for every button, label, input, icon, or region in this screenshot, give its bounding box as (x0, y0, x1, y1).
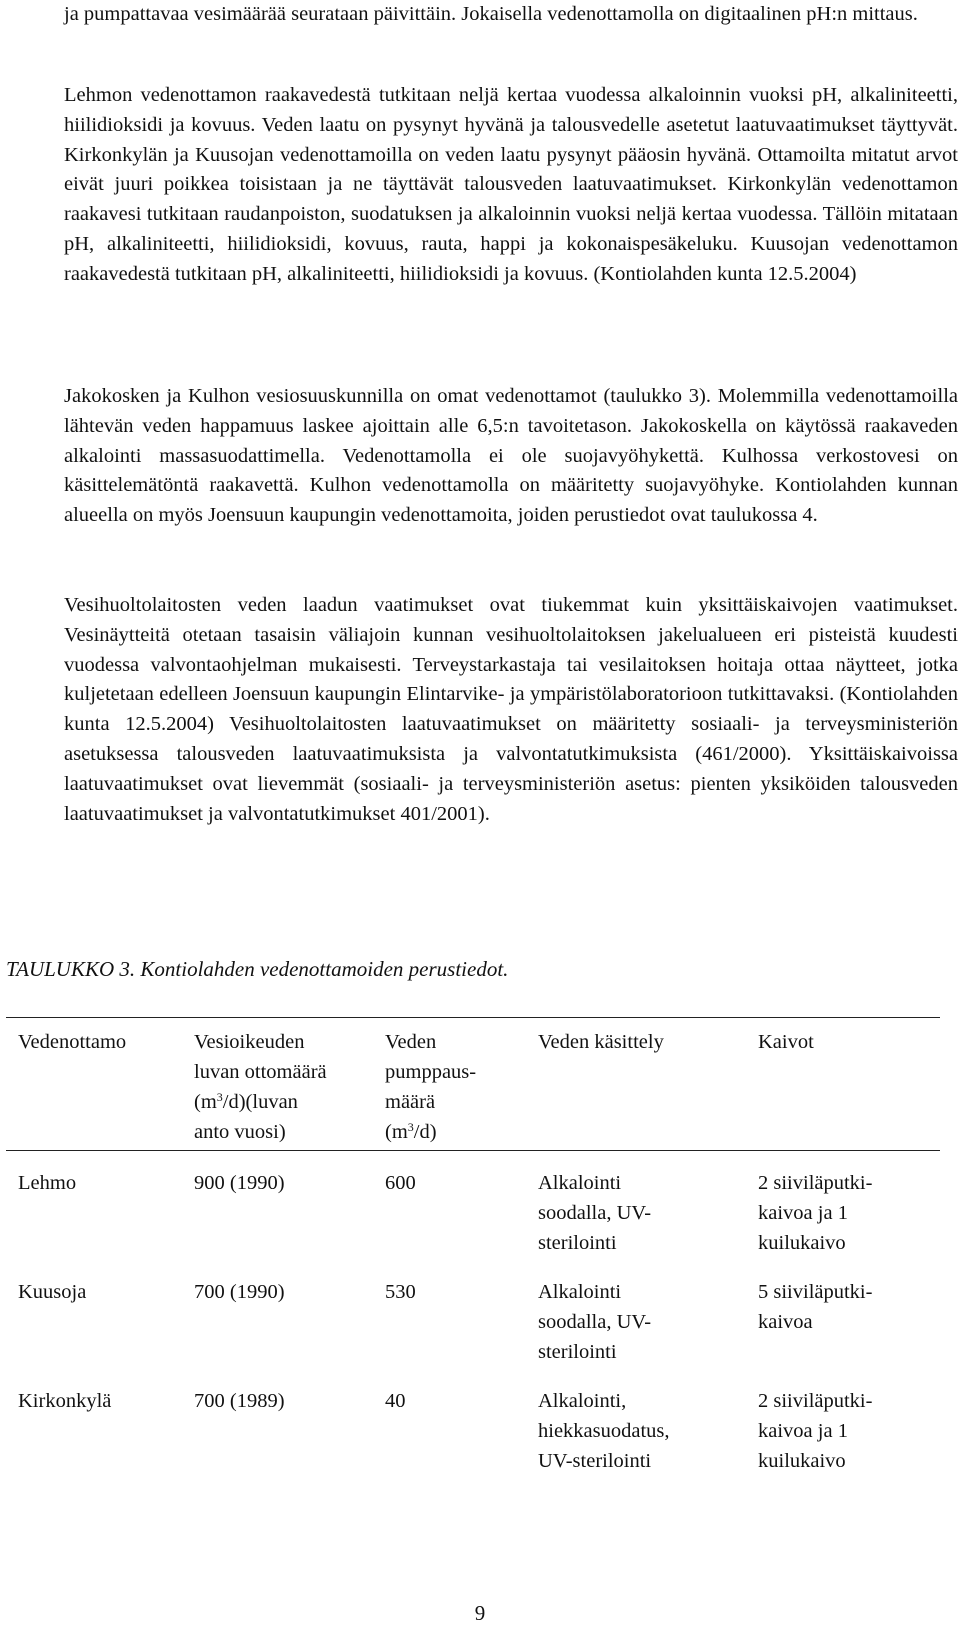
page-number: 9 (474, 1601, 486, 1625)
table-cell-lupa: 700 (1990) (194, 1281, 285, 1303)
table-cell-pumppaus: 530 (385, 1281, 416, 1303)
table-cell-pumppaus: 600 (385, 1172, 416, 1194)
table-cell-lupa: 900 (1990) (194, 1172, 285, 1194)
table-cell-kasittely: Alkalointi soodalla, UV- sterilointi (538, 1172, 652, 1254)
table-cell-vedenottamo: Kirkonkylä (18, 1390, 112, 1412)
paragraph-lehmo-quality: Lehmon vedenottamon raakavedestä tutkitaan neljä kertaa vuodessa alkaloinnin vuoksi pH, alkaliniteetti, hiilidioksidi ja kovuus. Veden laatu on pysynyt hyvänä ja talousvedelle asetetut laatuvaatimukset täyttyvät. Kirkonkylän ja Kuusojan vedenottamoilla on veden laatu pysynyt pääosin hyvänä. Ottamoilta mitatut arvot eivät juuri poikkea toisistaan ja ne täyttävät talousveden laatuvaatimukset. Kirkonkylän vedenottamon raakavesi tutkitaan raudanpoiston, suodatuksen ja alkaloinnin vuoksi neljä kertaa vuodessa. Tällöin mitataan pH, alkaliniteetti, hiilidioksidi, kovuus, rauta, happi ja kokonaispesäkeluku. Kuusojan vedenottamon raakavedestä tutkitaan pH, alkaliniteetti, hiilidioksidi ja kovuus. (Kontiolahden kunta 12.5.2004) (64, 84, 958, 285)
paragraph-ph-measurement: ja pumpattavaa vesimäärää seurataan päivittäin. Jokaisella vedenottamolla on digitaalinen pH:n mittaus. (64, 3, 918, 25)
table-cell-kaivot: 2 siiviläputki- kaivoa ja 1 kuilukaivo (758, 1390, 873, 1472)
table-cell-kaivot: 5 siiviläputki- kaivoa (758, 1281, 873, 1333)
table-top-rule (6, 1017, 940, 1018)
table-cell-vedenottamo: Lehmo (18, 1172, 77, 1194)
header-vedenottamo: Vedenottamo (18, 1031, 127, 1053)
header-kaivot: Kaivot (758, 1031, 814, 1053)
table-cell-vedenottamo: Kuusoja (18, 1281, 87, 1303)
header-luvan-ottomaara: Vesioikeuden luvan ottomäärä $(m^3/d)(luvan$ anto vuosi) (194, 1031, 327, 1143)
table-cell-lupa: 700 (1989) (194, 1390, 285, 1412)
table-header-rule (6, 1150, 940, 1151)
table-cell-pumppaus: 40 (385, 1390, 406, 1412)
table-cell-kasittely: Alkalointi soodalla, UV- sterilointi (538, 1281, 652, 1363)
paragraph-cooperatives: Jakokosken ja Kulhon vesiosuuskunnilla on omat vedenottamot (taulukko 3). Molemmilla vedenottamoilla lähtevän veden happamuus laskee ajoittain alle 6,5:n tavoitetason. Jakokoskella on käytössä raakaveden alkalointi massasuodattimella. Vedenottamolla ei ole suojavyöhykettä. Kulhossa verkostovesi on käsittelemätöntä raakavettä. Kulhon vedenottamolla on määritetty suojavyöhyke. Kontiolahden kunnan alueella on myös Joensuun kaupungin vedenottamoita, joiden perustiedot ovat taulukossa 4. (64, 385, 958, 527)
header-veden-kasittely: Veden käsittely (538, 1031, 664, 1053)
table-cell-kasittely: Alkalointi, hiekkasuodatus, UV-sterilointi (538, 1390, 670, 1472)
header-pumppausmaara: Veden pumppaus- määrä $(m^3/d)$ (385, 1031, 477, 1143)
paragraph-quality-requirements: Vesihuoltolaitosten veden laadun vaatimukset ovat tiukemmat kuin yksittäiskaivojen vaatimukset. Vesinäytteitä otetaan tasaisin väliajoin kunnan vesihuoltolaitoksen jakelualueen eri pisteistä kuudesti vuodessa valvontaohjelman mukaisesti. Terveystarkastaja tai vesilaitoksen hoitaja ottaa näytteet, jotka kuljetetaan edelleen Joensuun kaupungin Elintarvike- ja ympäristölaboratorioon tutkittavaksi. (Kontiolahden kunta 12.5.2004) Vesihuoltolaitosten laatuvaatimukset on määritetty sosiaali- ja terveysministeriön asetuksessa talousveden laatuvaatimuksista ja valvontatutkimuksista (461/2000). Yksittäiskaivoissa laatuvaatimukset ovat lievemmät (sosiaali- ja terveysministeriön asetus: pienten yksiköiden talousveden laatuvaatimukset ja valvontatutkimukset 401/2001). (64, 594, 958, 825)
table-caption: TAULUKKO 3. Kontiolahden vedenottamoiden perustiedot. (6, 957, 509, 981)
table-cell-kaivot: 2 siiviläputki- kaivoa ja 1 kuilukaivo (758, 1172, 873, 1254)
